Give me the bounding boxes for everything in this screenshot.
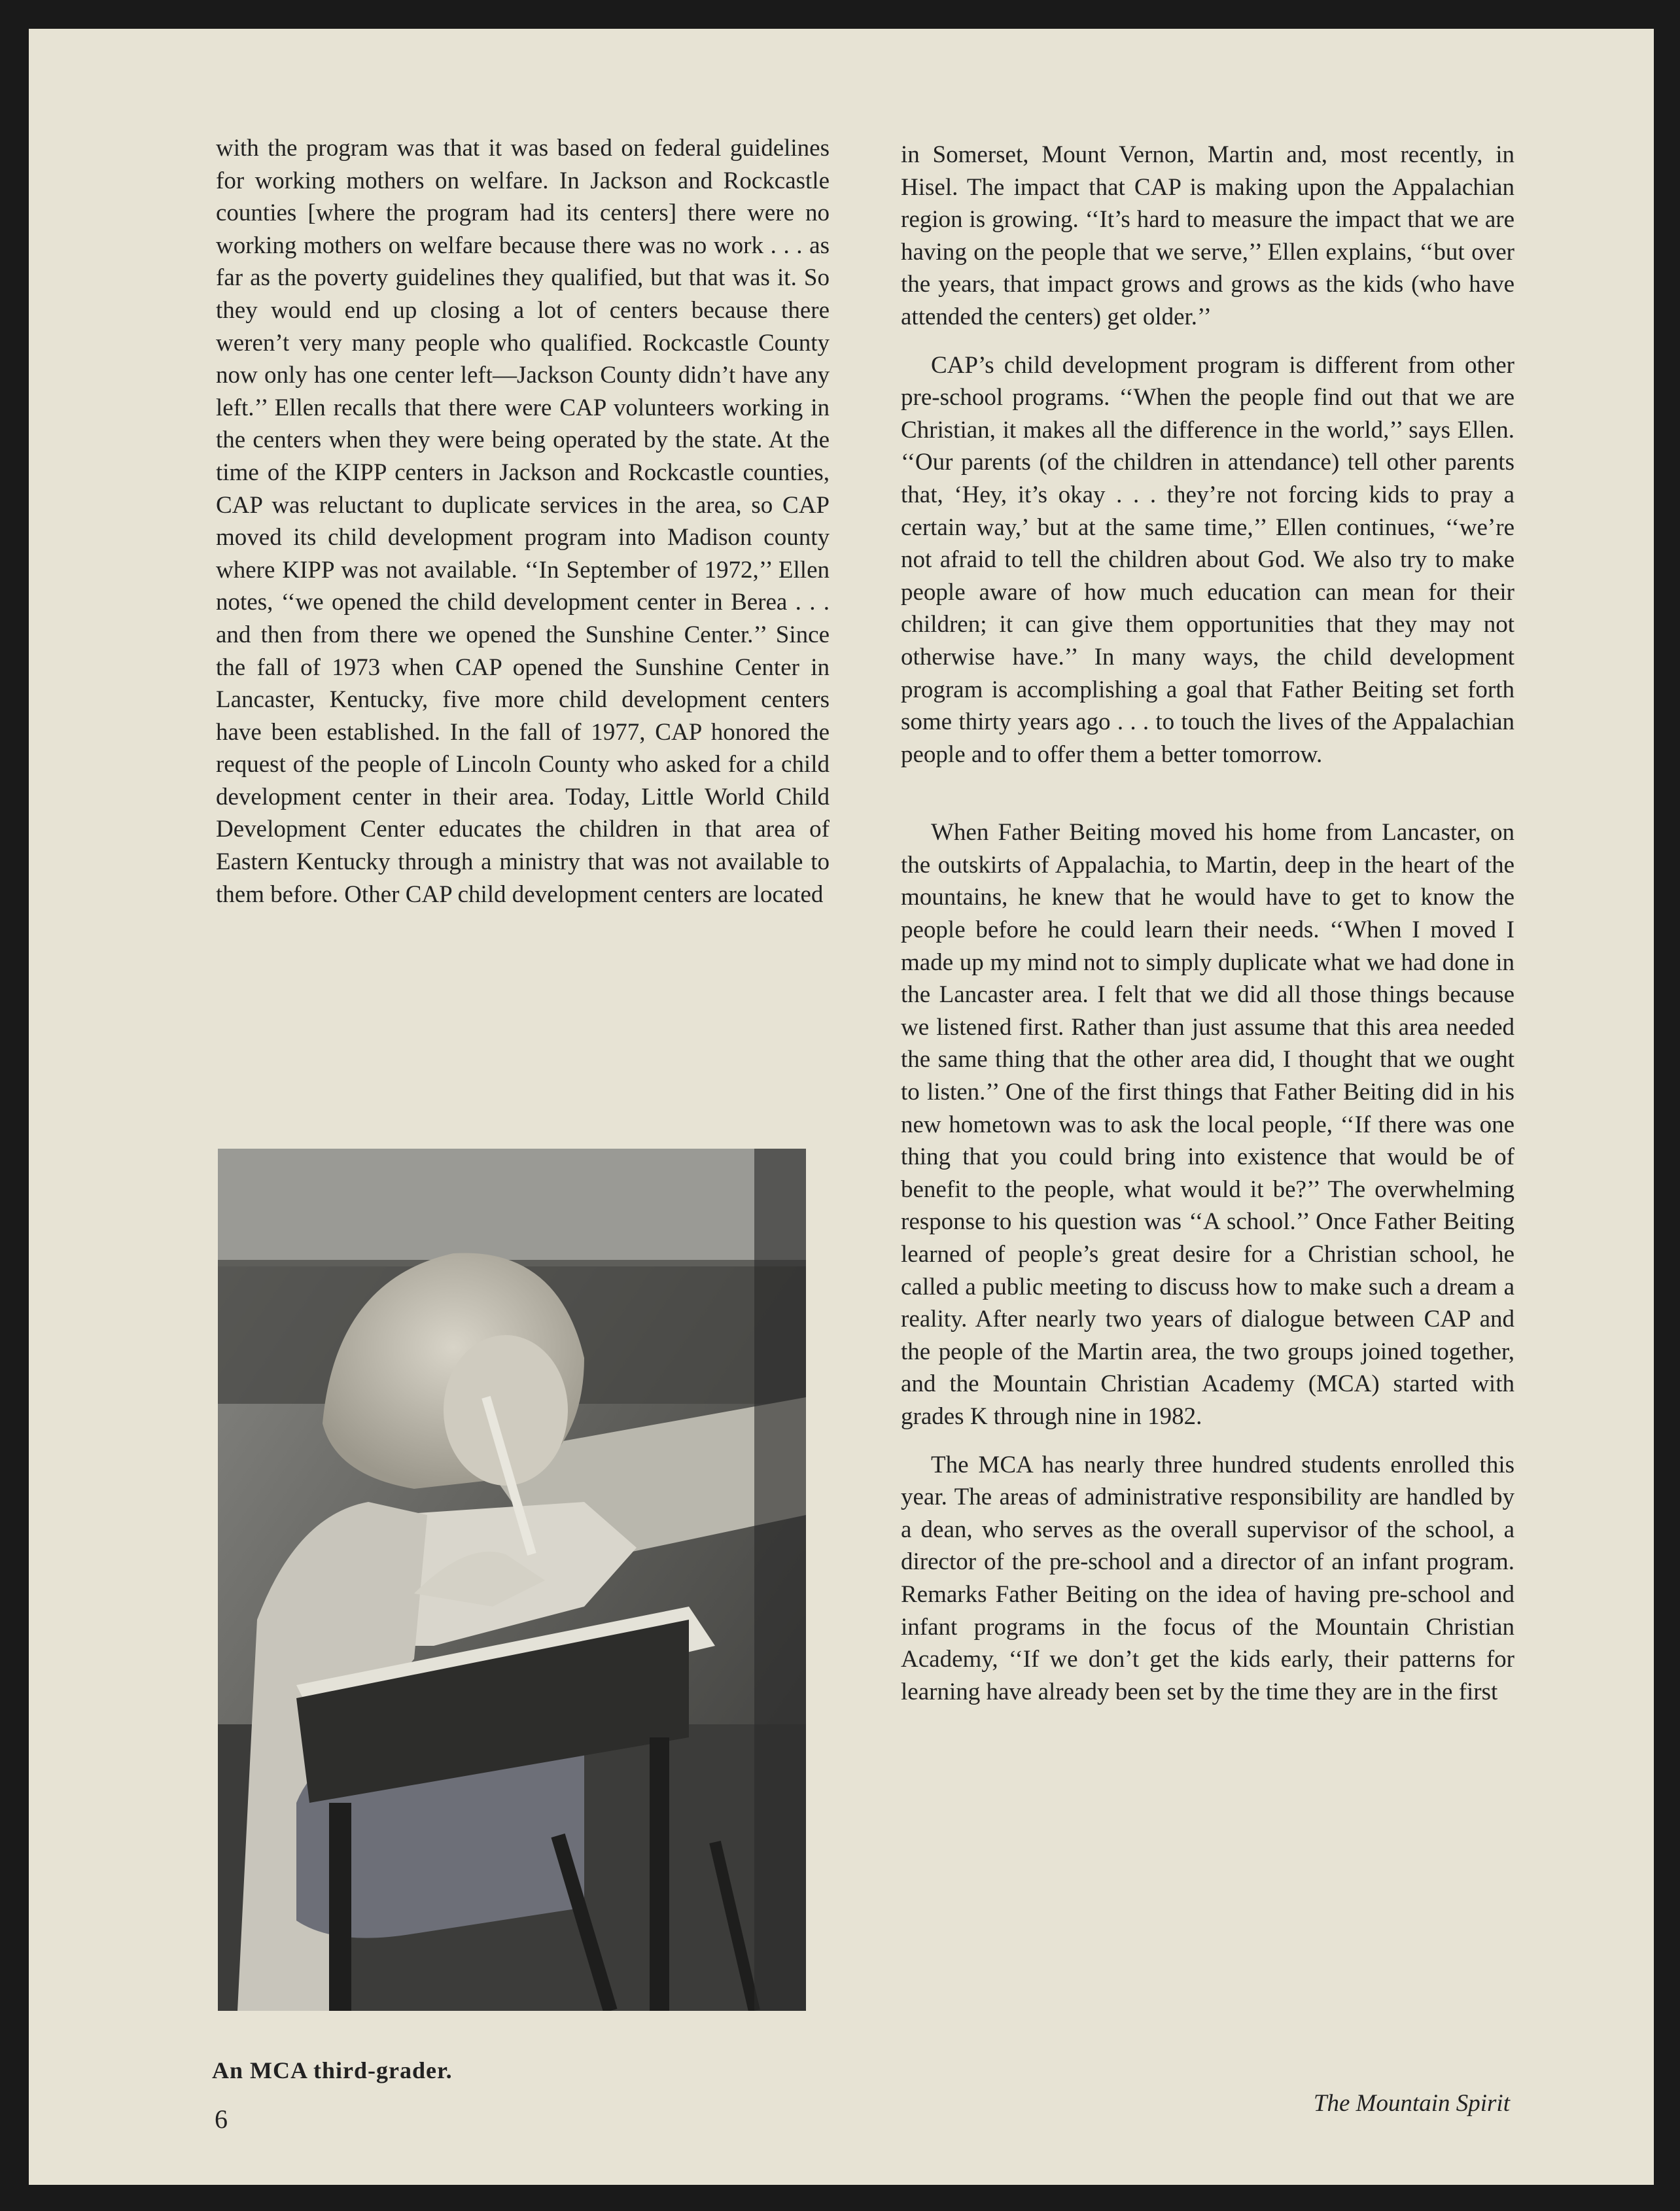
page-number: 6 bbox=[215, 2104, 228, 2134]
photo-caption: An MCA third-grader. bbox=[212, 2057, 453, 2083]
third-grader-photo bbox=[218, 1149, 806, 2011]
paragraph-spacer bbox=[901, 1433, 1514, 1449]
right-paragraph-2: CAP’s child development program is different from other pre-school programs. ‘‘When the people find out that we are Christian, it makes all the difference in the world,’’ says Ellen. ‘‘Our parents (of the children in attendance) tell other parents that, ‘Hey, it’s okay . . . they’re not forcing kids to pray a certain way,’ but at the same time,’’ Ellen continues, ‘‘we’re not afraid to tell the children about God. We also try to make people aware of how much education can mean for their children; it can give them opportunities that they may not otherwise have.’’ In many ways, the child development program is accomplishing a goal that Father Beiting set forth some thirty years ago . . . to touch the lives of the Appalachian people and to offer them a better tomorrow. bbox=[901, 351, 1514, 768]
left-text-column bbox=[216, 132, 830, 911]
paragraph-spacer bbox=[901, 334, 1514, 349]
right-paragraph-1: in Somerset, Mount Vernon, Martin and, most recently, in Hisel. The impact that CAP is making upon the Appalachian region is growing. ‘‘It’s hard to measure the impact that we are having on the people that we serve,’’ Ellen explains, ‘‘but over the years, that impact grows and grows as the kids (who have attended the centers) get older.’’ bbox=[901, 141, 1514, 330]
section-spacer bbox=[901, 771, 1514, 816]
left-paragraph-1: with the program was that it was based on federal guidelines for working mothers on welfare. In Jackson and Rockcastle counties [where the program had its centers] there were no working mothers on welfare because there was no work . . . as far as the poverty guidelines they qualified, but that was it. So they would end up closing a lot of centers because there weren’t very many people who qualified. Rockcastle County now only has one center left—Jackson County didn’t have any left.’’ Ellen recalls that there were CAP volunteers working in the centers when they were being operated by the state. At the time of the KIPP centers in Jackson and Rockcastle counties, CAP was reluctant to duplicate services in the area, so CAP moved its child development program into Madison county where KIPP was not available. ‘‘In September of 1972,’’ Ellen notes, ‘‘we opened the child development center in Berea . . . and then from there we opened the Sunshine Center.’’ Since the fall of 1973 when CAP opened the Sunshine Center in Lancaster, Kentucky, five more child development centers have been established. In the fall of 1977, CAP honored the request of the people of Lincoln County who asked for a child development center in their area. Today, Little World Child Development Center educates the children in that area of Eastern Kentucky through a ministry that was not available to them before. Other CAP child development centers are located bbox=[216, 135, 830, 908]
right-paragraph-3: When Father Beiting moved his home from Lancaster, on the outskirts of Appalachia, to Martin, deep in the heart of the mountains, he knew that he would have to get to know the people before he could learn their needs. ‘‘When I moved I made up my mind not to simply duplicate what we had done in the Lancaster area. I felt that we did all those things because we listened first. Rather than just assume that this area needed the same thing that the other area did, I thought that we ought to listen.’’ One of the first things that Father Beiting did in his new hometown was to ask the local people, ‘‘If there was one thing that you could bring into existence that would be of benefit to the people, what would it be?’’ The overwhelming response to his question was ‘‘A school.’’ Once Father Beiting learned of people’s great desire for a Christian school, he called a public meeting to discuss how to make such a dream a reality. After nearly two years of dialogue between CAP and the people of the Martin area, the two groups joined together, and the Mountain Christian Academy (MCA) started with grades K through nine in 1982. bbox=[901, 819, 1514, 1430]
right-paragraph-4: The MCA has nearly three hundred students enrolled this year. The areas of administrative responsibility are handled by a dean, who serves as the overall supervisor of the school, a director of the pre-school and a director of an infant program. Remarks Father Beiting on the idea of having pre-school and infant programs in the focus of the Mountain Christian Academy, ‘‘If we don’t get the kids early, their patterns for learning have already been set by the time they are in the first bbox=[901, 1451, 1514, 1705]
publication-title: The Mountain Spirit bbox=[1313, 2090, 1510, 2117]
right-text-column bbox=[901, 139, 1514, 1708]
magazine-page bbox=[29, 29, 1654, 2185]
photo-illustration bbox=[218, 1149, 806, 2011]
